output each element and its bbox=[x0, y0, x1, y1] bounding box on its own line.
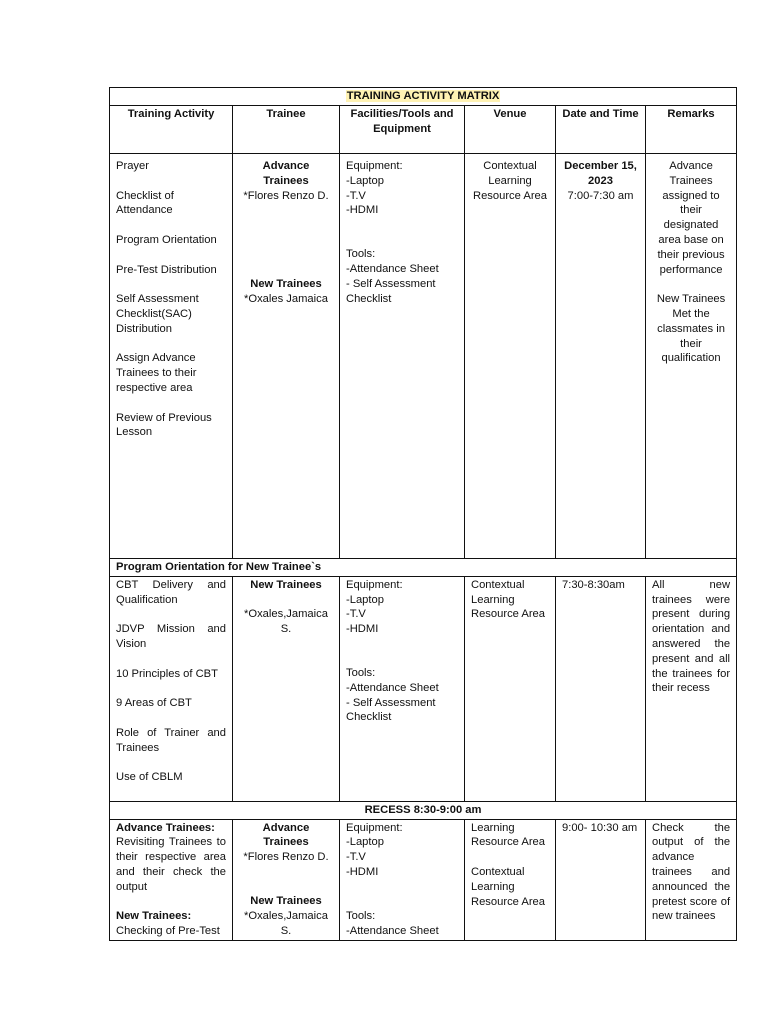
row2-trainees bbox=[233, 576, 340, 801]
equipment-label: Equipment: bbox=[346, 821, 403, 834]
list-item: 10 Principles of CBT bbox=[116, 667, 218, 680]
list-item: Program Orientation bbox=[116, 233, 217, 246]
row1-trainees bbox=[233, 154, 340, 559]
list-item: Prayer bbox=[116, 160, 149, 172]
tools-label: Tools: bbox=[346, 666, 376, 679]
list-item: -T.V bbox=[346, 851, 366, 864]
header-remarks: Remarks bbox=[646, 106, 737, 154]
equipment-label: Equipment: bbox=[346, 578, 403, 591]
list-item: - Self Assessment Checklist bbox=[346, 277, 436, 305]
list-item: -Attendance Sheet bbox=[346, 681, 439, 694]
trainee-group-label: New Trainees bbox=[250, 578, 322, 591]
trainee-name: *Flores Renzo D. bbox=[243, 189, 329, 202]
list-item: -Laptop bbox=[346, 836, 384, 849]
list-item: Checklist of Attendance bbox=[116, 189, 174, 217]
row2-facilities bbox=[340, 576, 465, 801]
tools-label: Tools: bbox=[346, 909, 376, 922]
trainee-name: *Oxales Jamaica bbox=[244, 293, 328, 306]
list-item: Use of CBLM bbox=[116, 771, 183, 784]
section-title: Program Orientation for New Trainee`s bbox=[110, 559, 737, 577]
table-row bbox=[110, 819, 737, 940]
list-item: -Laptop bbox=[346, 593, 384, 606]
table-row bbox=[110, 154, 737, 559]
header-date-time: Date and Time bbox=[556, 106, 646, 154]
header-training-activity: Training Activity bbox=[110, 106, 233, 154]
list-item: -HDMI bbox=[346, 623, 379, 636]
section-row bbox=[110, 559, 737, 577]
row3-facilities bbox=[340, 819, 465, 940]
list-item: -HDMI bbox=[346, 204, 379, 217]
trainee-name: *Flores Renzo D. bbox=[243, 851, 329, 864]
header-trainee: Trainee bbox=[233, 106, 340, 154]
header-row bbox=[110, 106, 737, 154]
trainee-group-label: Advance Trainees bbox=[262, 160, 310, 187]
equipment-label: Equipment: bbox=[346, 160, 403, 172]
row2-time: 7:30-8:30am bbox=[556, 576, 646, 801]
list-item: 9 Areas of CBT bbox=[116, 697, 192, 710]
trainee-group-label: New Trainees bbox=[250, 278, 322, 291]
tools-label: Tools: bbox=[346, 248, 376, 261]
table-row bbox=[110, 576, 737, 801]
row3-activities bbox=[110, 819, 233, 940]
venue-text: Learning Resource Area bbox=[471, 821, 546, 849]
row3-remarks: Check the output of the advance trainees and announced the pretest score of new trainees bbox=[646, 819, 737, 940]
list-item: Self Assessment Checklist(SAC) Distribution bbox=[116, 293, 199, 335]
trainee-group-label: Advance Trainees bbox=[262, 821, 310, 849]
list-item: -Attendance Sheet bbox=[346, 262, 439, 275]
row2-venue: Contextual Learning Resource Area bbox=[465, 576, 556, 801]
row1-venue: Contextual Learning Resource Area bbox=[465, 154, 556, 559]
recess-label: RECESS 8:30-9:00 am bbox=[110, 801, 737, 819]
row3-venue bbox=[465, 819, 556, 940]
trainee-name: *Oxales,Jamaica S. bbox=[244, 909, 328, 937]
list-item: -T.V bbox=[346, 608, 366, 621]
venue-text: Contextual Learning Resource Area bbox=[471, 865, 546, 908]
date-text: December 15, 2023 bbox=[564, 160, 637, 187]
title-row bbox=[110, 88, 737, 106]
list-item: - Self Assessment Checklist bbox=[346, 696, 436, 724]
row1-activities bbox=[110, 154, 233, 559]
activity-text: Revisiting Trainees to their respective area and their check the output bbox=[116, 836, 226, 893]
list-item: -Attendance Sheet bbox=[346, 924, 439, 937]
row1-facilities bbox=[340, 154, 465, 559]
trainee-name: *Oxales,Jamaica S. bbox=[244, 608, 328, 636]
document-title: TRAINING ACTIVITY MATRIX bbox=[346, 90, 500, 102]
list-item: CBT Delivery and Qualification bbox=[116, 578, 226, 606]
list-item: Pre-Test Distribution bbox=[116, 263, 217, 276]
list-item: -Laptop bbox=[346, 174, 384, 187]
recess-row bbox=[110, 801, 737, 819]
row1-remarks bbox=[646, 154, 737, 559]
row2-activities bbox=[110, 576, 233, 801]
list-item: Assign Advance Trainees to their respective area bbox=[116, 352, 197, 394]
training-activity-matrix bbox=[109, 87, 737, 941]
row3-time: 9:00- 10:30 am bbox=[556, 819, 646, 940]
header-venue: Venue bbox=[465, 106, 556, 154]
list-item: JDVP Mission and Vision bbox=[116, 623, 226, 650]
trainee-group-label: New Trainees bbox=[250, 894, 322, 907]
activity-text: Checking of Pre-Test bbox=[116, 925, 220, 938]
time-text: 7:00-7:30 am bbox=[567, 189, 634, 202]
list-item: -HDMI bbox=[346, 865, 379, 878]
row1-date-time bbox=[556, 154, 646, 559]
row3-trainees bbox=[233, 819, 340, 940]
activity-heading: Advance Trainees: bbox=[116, 821, 215, 834]
remarks-text: New Trainees Met the classmates in their qualification bbox=[656, 293, 726, 365]
activity-heading: New Trainees: bbox=[116, 910, 192, 923]
remarks-text: Advance Trainees assigned to their designated area base on their previous performance bbox=[657, 160, 725, 276]
list-item: -T.V bbox=[346, 189, 366, 202]
row2-remarks: All new trainees were present during orientation and answered the present and all the trainees for their recess bbox=[646, 576, 737, 801]
header-facilities: Facilities/Tools and Equipment bbox=[340, 106, 465, 154]
list-item: Review of Previous Lesson bbox=[116, 411, 212, 439]
list-item: Role of Trainer and Trainees bbox=[116, 726, 226, 754]
